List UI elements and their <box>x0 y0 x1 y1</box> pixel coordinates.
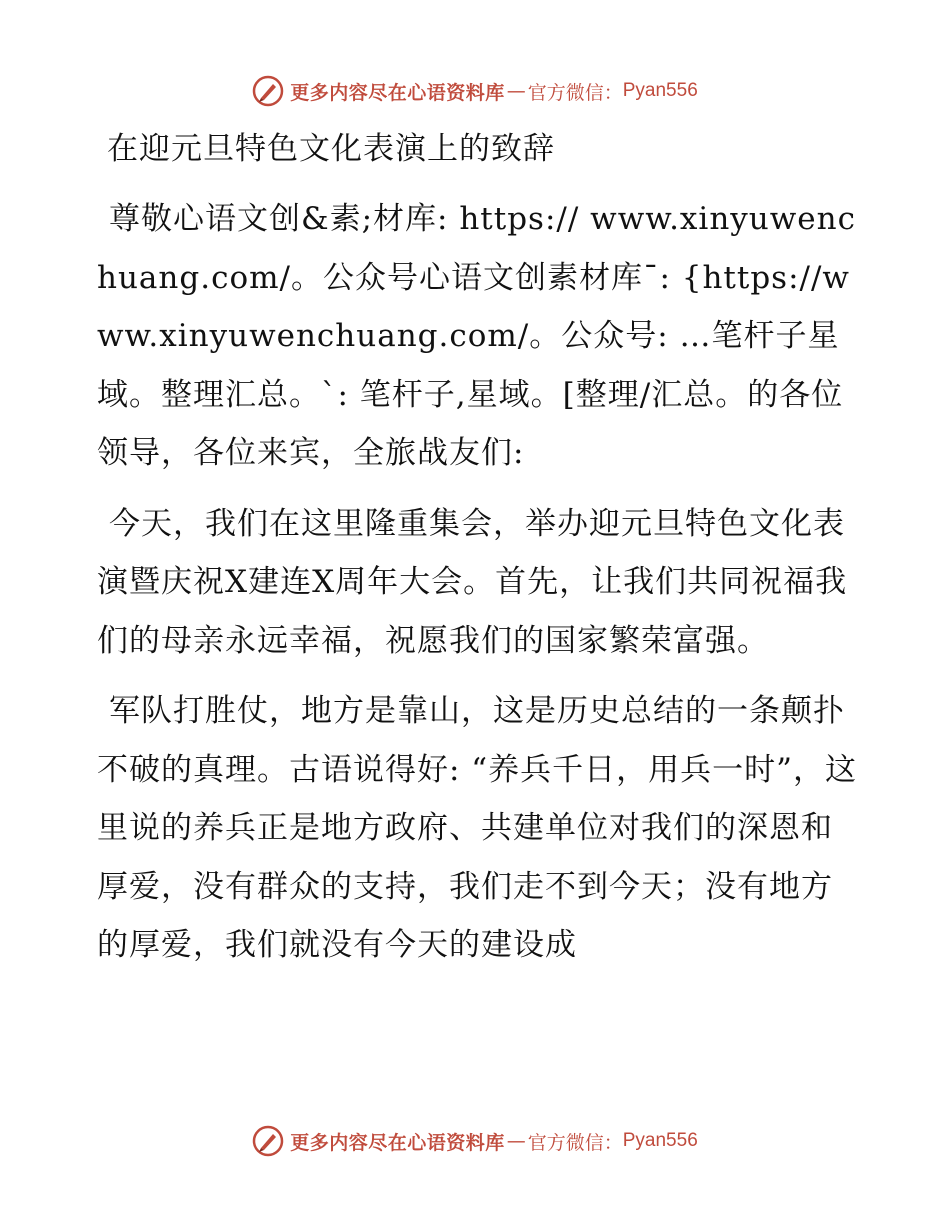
footer-wechat-label: 官方微信： <box>527 1131 623 1154</box>
header-watermark <box>0 71 950 111</box>
header-wechat-id: Pyan556 <box>622 80 698 101</box>
header-dash: — <box>506 80 526 102</box>
document-title: 在迎元旦特色文化表演上的致辞 <box>107 131 555 167</box>
footer-dash: — <box>506 1130 526 1152</box>
footer-wechat-id: Pyan556 <box>622 1130 698 1151</box>
footer-site-text: 更多内容尽在心语资料库 <box>290 1131 505 1154</box>
paragraph-greeting: 尊敬心语文创&素;材库: https:// www.xinyuwenchuang.com/。公众号心语文创素材库¯: {https://www.xinyuwenchuang.com/。公众号: …笔杆子星域。整理汇总。`: 笔杆子,星域。[整理/汇总。的各位领导，各位来宾，全旅战友们: <box>97 201 856 471</box>
pen-logo-icon <box>252 75 284 107</box>
paragraph-opening: 今天，我们在这里隆重集会，举办迎元旦特色文化表演暨庆祝X建连X周年大会。首先，让我们共同祝福我们的母亲永远幸福，祝愿我们的国家繁荣富强。 <box>97 505 848 659</box>
header-site-text: 更多内容尽在心语资料库 <box>290 81 505 104</box>
footer-watermark <box>0 1121 950 1161</box>
pen-logo-icon <box>252 1125 284 1157</box>
header-wechat-label: 官方微信： <box>527 81 623 104</box>
paragraph-thanks: 军队打胜仗，地方是靠山，这是历史总结的一条颠扑不破的真理。古语说得好: “养兵千日，用兵一时”，这里说的养兵正是地方政府、共建单位对我们的深恩和厚爱，没有群众的支持，我们走不到今天；没有地方的厚爱，我们就没有今天的建设成 <box>97 693 857 963</box>
document-body <box>97 120 857 975</box>
